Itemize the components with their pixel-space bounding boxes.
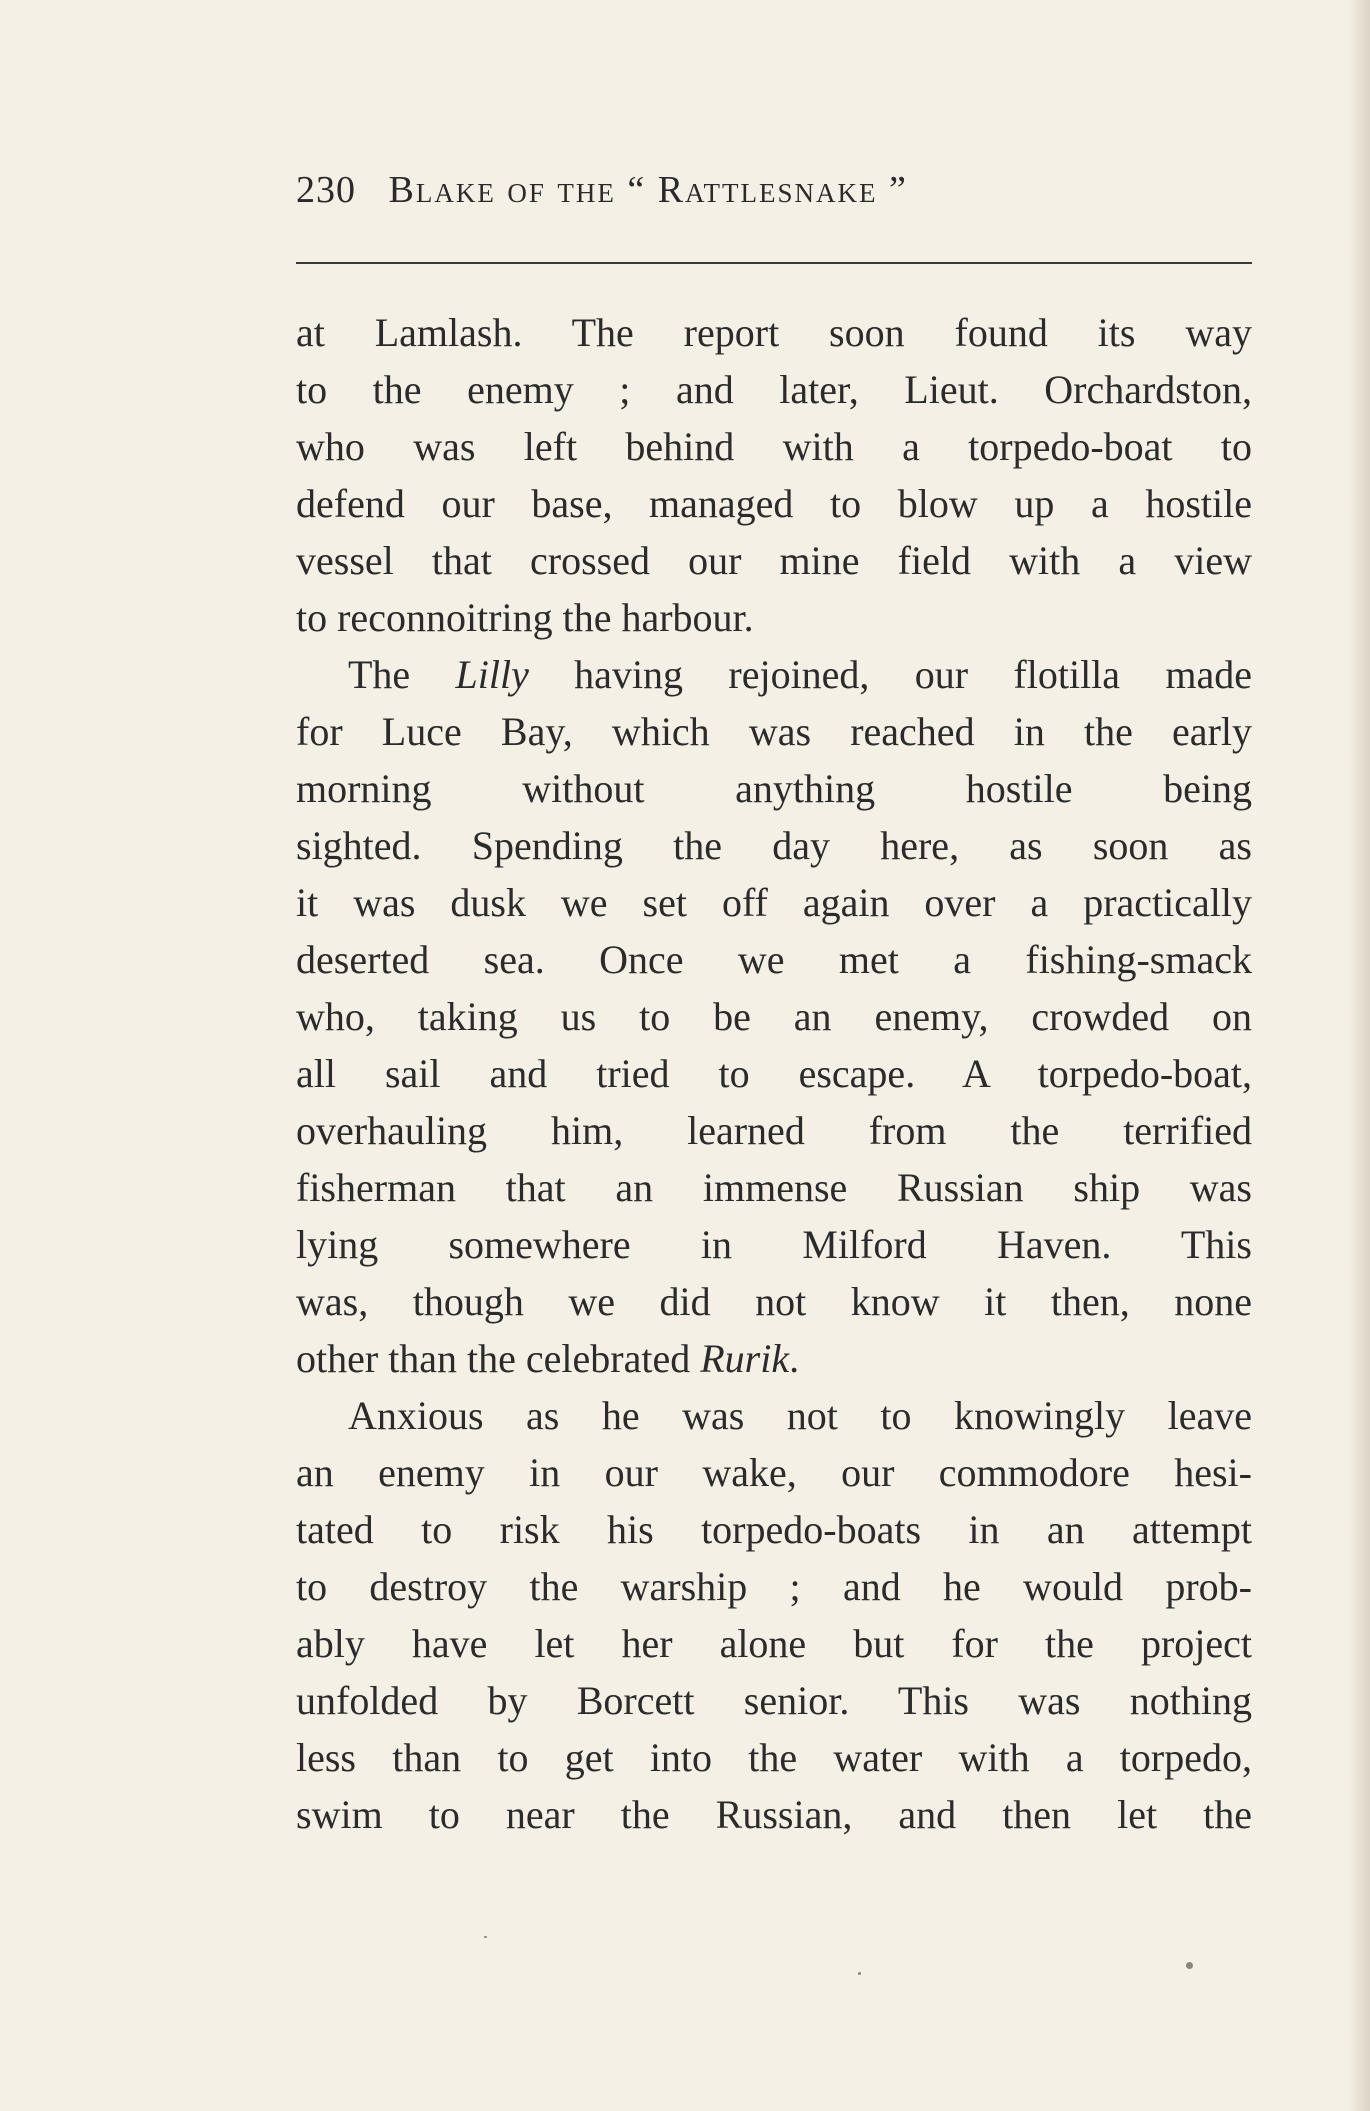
text-line: swim to near the Russian, and then let the — [296, 1792, 1252, 1837]
text-line: vessel that crossed our mine field with a view — [296, 538, 1252, 583]
text-line: lying somewhere in Milford Haven. This — [296, 1222, 1252, 1267]
text-line: was, though we did not know it then, none — [296, 1279, 1252, 1324]
ship-name: Rurik — [700, 1336, 790, 1381]
paragraph-3-line-1: Anxious as he was not to knowingly leave — [348, 1393, 1252, 1438]
text-line: ably have let her alone but for the project — [296, 1621, 1252, 1666]
text-line: unfolded by Borcett senior. This was nothing — [296, 1678, 1252, 1723]
text-line: all sail and tried to escape. A torpedo-boat, — [296, 1051, 1252, 1096]
text-line: who was left behind with a torpedo-boat to — [296, 424, 1252, 469]
text-line: sighted. Spending the day here, as soon as — [296, 823, 1252, 868]
header-rule — [296, 262, 1252, 264]
text-line: to the enemy ; and later, Lieut. Orchardston, — [296, 367, 1252, 412]
body-text — [296, 304, 1252, 1843]
paper-speck — [858, 1972, 861, 1975]
text-line: deserted sea. Once we met a fishing-smack — [296, 937, 1252, 982]
text-line: morning without anything hostile being — [296, 766, 1252, 811]
text-line: at Lamlash. The report soon found its way — [296, 310, 1252, 355]
text-line — [296, 1387, 1252, 1444]
text-line: for Luce Bay, which was reached in the early — [296, 709, 1252, 754]
paper-speck — [484, 1936, 487, 1938]
running-header — [296, 168, 1252, 218]
page-edge-shadow — [1348, 0, 1370, 2111]
ship-name: Lilly — [455, 652, 529, 697]
text-line — [296, 646, 1252, 703]
text-line: who, taking us to be an enemy, crowded on — [296, 994, 1252, 1039]
text-line: an enemy in our wake, our commodore hesi- — [296, 1450, 1252, 1495]
text-line: to destroy the warship ; and he would prob- — [296, 1564, 1252, 1609]
paragraph-2-line-1: The Lilly having rejoined, our flotilla made — [348, 652, 1252, 697]
text-line: defend our base, managed to blow up a hostile — [296, 481, 1252, 526]
text-line: other than the celebrated Rurik. — [296, 1336, 800, 1381]
paper-speck — [1186, 1962, 1193, 1969]
running-title: Blake of the “ Rattlesnake ” — [388, 169, 908, 211]
text-line: less than to get into the water with a torpedo, — [296, 1735, 1252, 1780]
page-number: 230 — [296, 169, 356, 211]
text-line: to reconnoitring the harbour. — [296, 595, 754, 640]
text-line: it was dusk we set off again over a practically — [296, 880, 1252, 925]
text-line: overhauling him, learned from the terrified — [296, 1108, 1252, 1153]
text-line: fisherman that an immense Russian ship was — [296, 1165, 1252, 1210]
text-line: tated to risk his torpedo-boats in an attempt — [296, 1507, 1252, 1552]
